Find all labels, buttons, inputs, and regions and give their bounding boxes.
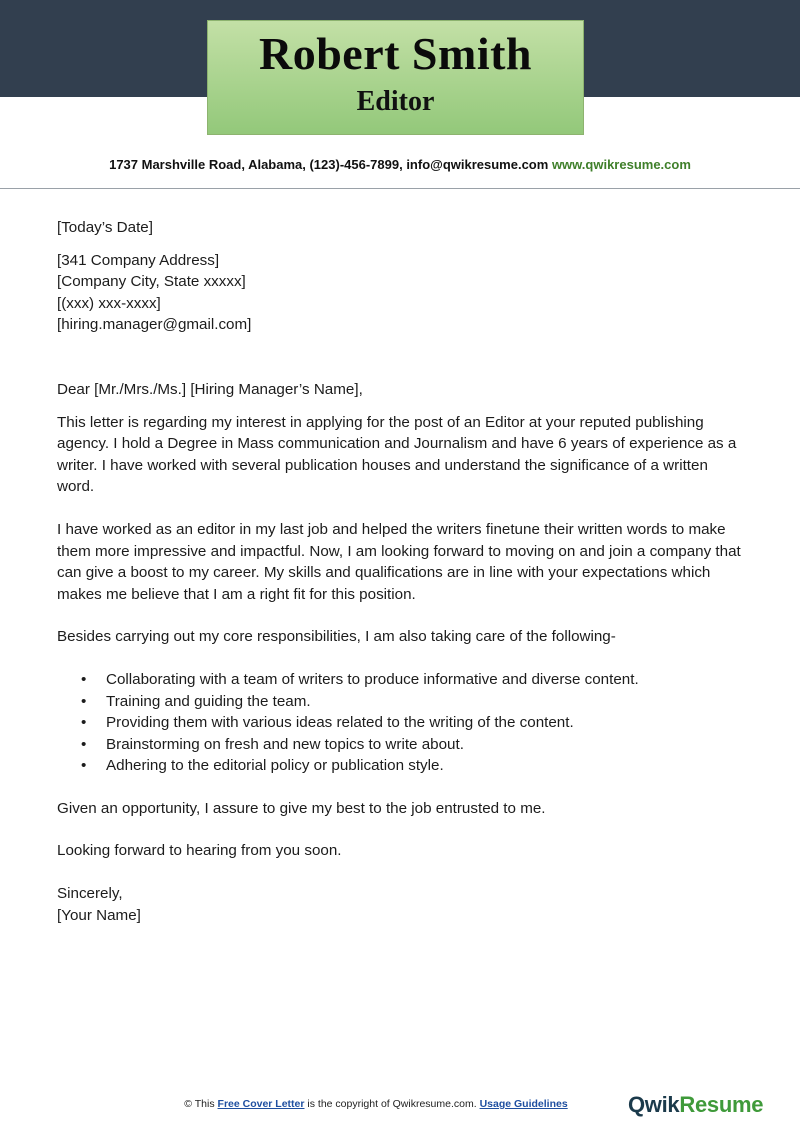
copyright-text: is the copyright of Qwikresume.com. — [307, 1098, 477, 1110]
paragraph-closing: Looking forward to hearing from you soon. — [57, 842, 342, 860]
list-item: • Training and guiding the team. — [57, 691, 747, 713]
list-item: • Adhering to the editorial policy or publication style. — [57, 755, 747, 777]
logo-part-resume: Resume — [679, 1092, 764, 1117]
closing: Sincerely, — [57, 885, 123, 903]
paragraph-intro: This letter is regarding my interest in applying for the post of an Editor at your reputed publishing agency. I hold a Degree in Mass communication and Journalism and have 6 years of experience as a writer. I have worked with several publication houses and understand the significance of a written word. — [57, 413, 737, 496]
copyright-prefix: © This — [184, 1098, 215, 1110]
list-item: • Providing them with various ideas related to the writing of the content. — [57, 712, 747, 734]
address-line: [341 Company Address] — [57, 251, 220, 269]
usage-guidelines-link[interactable]: Usage Guidelines — [479, 1098, 568, 1110]
list-item: • Collaborating with a team of writers to produce informative and diverse content. — [57, 669, 747, 691]
address-line: [(xxx) xxx-xxxx] — [57, 294, 161, 312]
bullet-icon: • — [81, 692, 87, 710]
responsibility-list — [57, 669, 747, 777]
paragraph-responsibilities: Besides carrying out my core responsibilities, I am also taking care of the following- — [57, 628, 616, 646]
address-line: [Company City, State xxxxx] — [57, 273, 246, 291]
free-cover-letter-link[interactable]: Free Cover Letter — [217, 1098, 305, 1110]
contact-details: 1737 Marshville Road, Alabama, (123)-456-7899, info@qwikresume.com — [109, 157, 549, 172]
bullet-icon: • — [81, 735, 87, 753]
website-link[interactable]: www.qwikresume.com — [551, 157, 691, 172]
signature: [Your Name] — [57, 906, 141, 924]
name-box — [207, 20, 584, 135]
contact-line — [0, 157, 800, 172]
list-item: • Brainstorming on fresh and new topics to write about. — [57, 734, 747, 756]
candidate-name: Robert Smith — [258, 28, 533, 79]
paragraph-opportunity: Given an opportunity, I assure to give my best to the job entrusted to me. — [57, 799, 546, 817]
recipient-address — [57, 250, 747, 336]
salutation: Dear [Mr./Mrs./Ms.] [Hiring Manager’s Name], — [57, 380, 363, 398]
header-divider — [0, 188, 800, 189]
letter-date: [Today’s Date] — [57, 219, 153, 236]
logo-part-qwik: Qwik — [628, 1092, 680, 1117]
bullet-icon: • — [81, 714, 87, 732]
paragraph-experience: I have worked as an editor in my last job and helped the writers finetune their written words to make them more impressive and impactful. Now, I am looking forward to moving on and join a company that can give a boost to my career. My skills and qualifications are in line with your expectations which makes me believe that I am a right fit for this position. — [57, 520, 741, 603]
candidate-role: Editor — [356, 86, 435, 117]
qwikresume-logo[interactable] — [628, 1092, 763, 1118]
bullet-icon: • — [81, 670, 87, 688]
letter-body — [57, 217, 747, 926]
bullet-icon: • — [81, 757, 87, 775]
address-line: [hiring.manager@gmail.com] — [57, 316, 252, 334]
